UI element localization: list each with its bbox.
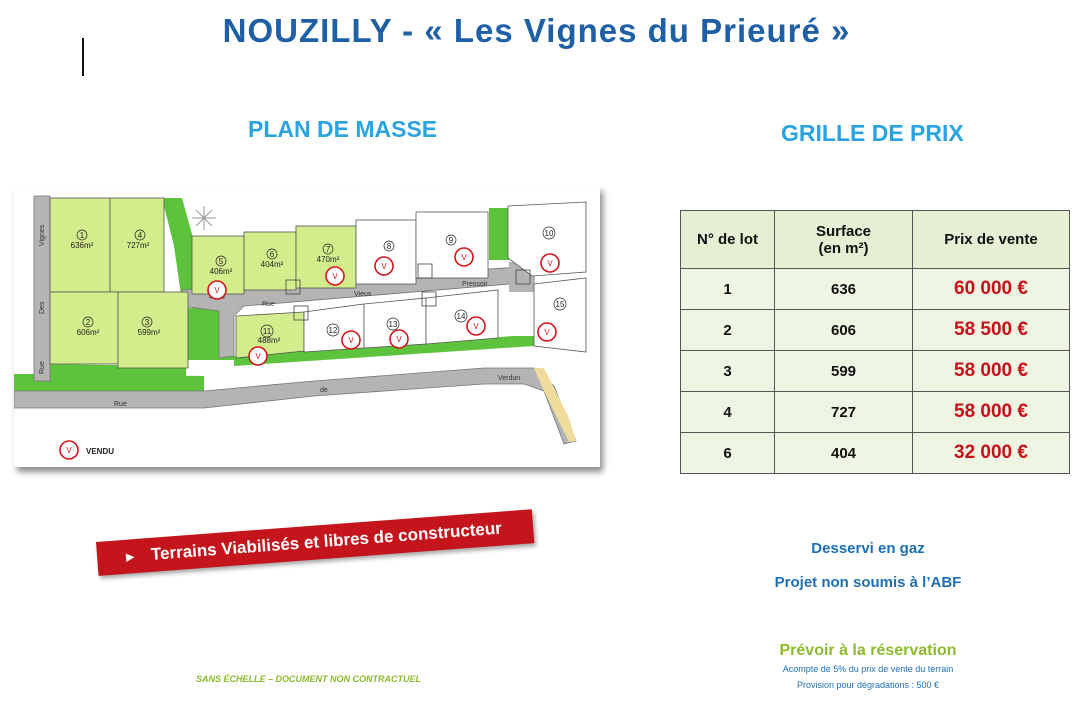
svg-text:V: V (547, 259, 553, 268)
promo-banner (96, 509, 534, 576)
compass-icon (192, 206, 216, 230)
table-row (681, 392, 1070, 433)
svg-text:V: V (332, 272, 338, 281)
lot-12-number: 12 (328, 326, 338, 335)
text-cursor (82, 38, 84, 76)
table-header-row (681, 211, 1070, 269)
street-rue: Rue (262, 301, 275, 308)
header-surface: Surface (en m²) (775, 211, 913, 269)
lot-5-number: 5 (218, 257, 224, 266)
legend-label: VENDU (86, 447, 115, 456)
lot-6-area: 404m² (260, 260, 284, 269)
table-row (681, 433, 1070, 474)
lot-3-number: 3 (144, 318, 150, 327)
lot-13-number: 13 (388, 320, 398, 329)
lot-7-number: 7 (325, 245, 331, 254)
site-plan (14, 186, 600, 467)
price-table (680, 210, 1070, 474)
cell-price: 58 500 € (913, 310, 1070, 351)
banner-text: Terrains Viabilisés et libres de constructeur (150, 518, 503, 564)
lot-1-number: 1 (79, 231, 85, 240)
cell-price: 60 000 € (913, 269, 1070, 310)
lot-14-number: 14 (456, 312, 466, 321)
header-lot: N° de lot (681, 211, 775, 269)
street-vieux: Vieux (354, 291, 372, 298)
street-pressoir: Pressoir (462, 281, 488, 288)
cell-surface: 404 (775, 433, 913, 474)
street-des: Des (39, 301, 46, 314)
svg-text:V: V (544, 328, 550, 337)
lot-11-number: 11 (262, 327, 272, 336)
svg-text:V: V (348, 336, 354, 345)
gas-info: Desservi en gaz (811, 540, 925, 557)
table-row (681, 269, 1070, 310)
lot-10-number: 10 (544, 229, 554, 238)
cell-surface: 727 (775, 392, 913, 433)
lot-9-number: 9 (448, 236, 454, 245)
lot-11-area: 488m² (257, 336, 281, 345)
lot-7-area: 470m² (316, 255, 340, 264)
lot-2-area: 606m² (76, 328, 100, 337)
table-row (681, 351, 1070, 392)
street-rue-left: Rue (39, 361, 46, 374)
play-arrow-icon: ► (122, 547, 138, 565)
cell-price: 58 000 € (913, 351, 1070, 392)
cell-lot: 4 (681, 392, 775, 433)
lot-15-number: 15 (555, 300, 565, 309)
svg-text:V: V (396, 335, 402, 344)
table-row (681, 310, 1070, 351)
reservation-deposit: Acompte de 5% du prix de vente du terrain (782, 664, 954, 674)
cell-price: 32 000 € (913, 433, 1070, 474)
green-strip-top (162, 198, 194, 302)
svg-text:V: V (255, 352, 261, 361)
street-vignes: Vignes (39, 224, 46, 246)
cell-lot: 1 (681, 269, 775, 310)
svg-text:V: V (461, 253, 467, 262)
lot-4-area: 727m² (126, 241, 150, 250)
cell-price: 58 000 € (913, 392, 1070, 433)
svg-text:V: V (473, 322, 479, 331)
cell-lot: 6 (681, 433, 775, 474)
abf-info: Projet non soumis à l’ABF (774, 574, 962, 591)
lot-15 (534, 278, 586, 352)
cell-lot: 2 (681, 310, 775, 351)
cell-lot: 3 (681, 351, 775, 392)
cell-surface: 606 (775, 310, 913, 351)
price-grid-heading: GRILLE DE PRIX (781, 120, 964, 146)
header-price: Prix de vente (913, 211, 1070, 269)
plan-heading: PLAN DE MASSE (248, 116, 438, 142)
lot-6-number: 6 (269, 250, 275, 259)
cell-surface: 599 (775, 351, 913, 392)
lot-2-number: 2 (85, 318, 91, 327)
lot-8-number: 8 (386, 242, 392, 251)
street-rue-bottom: Rue (114, 401, 127, 408)
svg-text:V: V (66, 446, 72, 455)
street-de: de (320, 387, 328, 394)
lot-1-area: 636m² (70, 241, 94, 250)
lot-3-area: 599m² (137, 328, 161, 337)
svg-text:V: V (214, 286, 220, 295)
lot-4-number: 4 (137, 231, 143, 240)
lot-5-area: 406m² (209, 267, 233, 276)
street-verdun: Verdun (498, 375, 521, 382)
cell-surface: 636 (775, 269, 913, 310)
road-left-vertical (34, 196, 50, 381)
disclaimer: SANS ÉCHELLE – DOCUMENT NON CONTRACTUEL (196, 674, 422, 684)
green-strip-right (489, 208, 509, 260)
page-title: NOUZILLY - « Les Vignes du Prieuré » (222, 12, 851, 49)
reservation-provision: Provision pour dégradations : 500 € (796, 680, 940, 690)
sidewalk-bottom-right (534, 368, 576, 442)
svg-text:V: V (381, 262, 387, 271)
reservation-title: Prévoir à la réservation (779, 642, 957, 659)
